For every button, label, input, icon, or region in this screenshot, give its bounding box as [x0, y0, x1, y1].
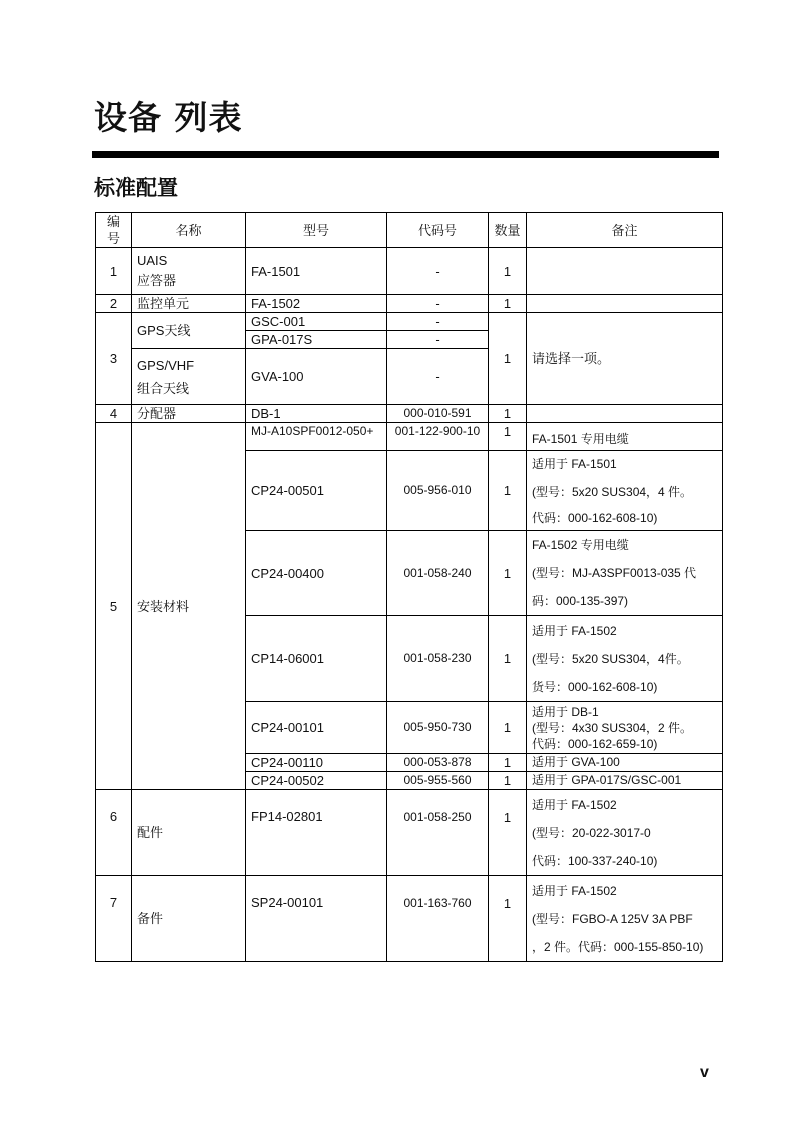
- item-name-line: 组合天线: [137, 380, 190, 396]
- item-model: GSC-001: [246, 313, 387, 331]
- item-note: FA-1501 专用电缆: [527, 423, 723, 451]
- item-number: 7: [96, 876, 132, 962]
- note-line: 适用于 FA-1502: [532, 797, 617, 812]
- item-note: [527, 248, 723, 295]
- item-model: CP24-00501: [246, 451, 387, 531]
- item-code: 001-163-760: [387, 876, 489, 962]
- item-note: [527, 531, 723, 616]
- item-model: MJ-A10SPF0012-050+: [246, 423, 387, 451]
- title-rule: [92, 151, 719, 158]
- item-number: 4: [96, 405, 132, 423]
- item-quantity: 1: [489, 405, 527, 423]
- note-line: (型号：FGBO-A 125V 3A PBF: [532, 911, 693, 926]
- item-model: GVA-100: [246, 349, 387, 405]
- item-number: 1: [96, 248, 132, 295]
- equipment-table: [95, 212, 723, 962]
- header-note: 备注: [527, 213, 723, 248]
- section-title: 标准配置: [94, 176, 178, 200]
- item-number: 6: [96, 790, 132, 876]
- table-row: [96, 423, 723, 451]
- item-quantity: 1: [489, 451, 527, 531]
- header-number: 编号: [96, 213, 132, 248]
- item-code: 001-122-900-10: [387, 423, 489, 451]
- item-quantity: 1: [489, 423, 527, 451]
- item-note: [527, 702, 723, 754]
- note-line: 适用于 DB-1: [532, 704, 599, 719]
- note-line: 代码：000-162-608-10): [532, 511, 658, 525]
- note-line: 码：000-135-397): [532, 594, 629, 608]
- item-name: 安装材料: [132, 423, 246, 790]
- table-row: [96, 876, 723, 962]
- item-number: 3: [96, 313, 132, 405]
- item-model: DB-1: [246, 405, 387, 423]
- item-code: -: [387, 331, 489, 349]
- note-line: (型号：5x20 SUS304，4件。: [532, 651, 689, 666]
- table-header-row: [96, 213, 723, 248]
- item-name: [132, 248, 246, 295]
- note-line: (型号：MJ-A3SPF0013-035 代: [532, 566, 697, 580]
- item-name: 监控单元: [132, 295, 246, 313]
- table-row: [96, 405, 723, 423]
- item-quantity: 1: [489, 616, 527, 702]
- item-model: CP24-00502: [246, 772, 387, 790]
- item-code: 001-058-230: [387, 616, 489, 702]
- item-quantity: 1: [489, 702, 527, 754]
- item-model: CP24-00101: [246, 702, 387, 754]
- item-quantity: 1: [489, 876, 527, 962]
- item-quantity: 1: [489, 531, 527, 616]
- item-note: 适用于 GPA-017S/GSC-001: [527, 772, 723, 790]
- note-line: 货号：000-162-608-10): [532, 679, 658, 694]
- header-code: 代码号: [387, 213, 489, 248]
- item-code: 000-010-591: [387, 405, 489, 423]
- note-line: 代码：100-337-240-10): [532, 853, 658, 868]
- item-note: [527, 790, 723, 876]
- item-note: [527, 451, 723, 531]
- page-title: 设备 列表: [94, 98, 243, 137]
- item-code: -: [387, 313, 489, 331]
- item-name: [132, 349, 246, 405]
- header-model: 型号: [246, 213, 387, 248]
- item-model: FP14-02801: [246, 790, 387, 876]
- table-row: [96, 248, 723, 295]
- item-model: SP24-00101: [246, 876, 387, 962]
- item-quantity: 1: [489, 754, 527, 772]
- item-model: GPA-017S: [246, 331, 387, 349]
- item-quantity: 1: [489, 772, 527, 790]
- item-model: CP14-06001: [246, 616, 387, 702]
- note-line: FA-1502 专用电缆: [532, 538, 629, 552]
- item-name-line: 应答器: [137, 273, 177, 288]
- item-note: 适用于 GVA-100: [527, 754, 723, 772]
- item-note: [527, 295, 723, 313]
- table-row: [96, 790, 723, 876]
- item-model: CP24-00110: [246, 754, 387, 772]
- note-line: 适用于 FA-1502: [532, 623, 617, 638]
- header-name: 名称: [132, 213, 246, 248]
- note-line: (型号：5x20 SUS304，4 件。: [532, 485, 693, 499]
- item-name: 分配器: [132, 405, 246, 423]
- item-quantity: 1: [489, 313, 527, 405]
- item-number: 5: [96, 423, 132, 790]
- note-line: 适用于 FA-1502: [532, 883, 617, 898]
- item-code: 000-053-878: [387, 754, 489, 772]
- item-model: FA-1502: [246, 295, 387, 313]
- item-name-line: GPS/VHF: [137, 357, 195, 373]
- note-line: ，2 件。代码：000-155-850-10): [532, 939, 704, 954]
- item-code: 005-955-560: [387, 772, 489, 790]
- item-quantity: 1: [489, 790, 527, 876]
- item-model: FA-1501: [246, 248, 387, 295]
- item-model: CP24-00400: [246, 531, 387, 616]
- note-line: 代码：000-162-659-10): [532, 736, 658, 751]
- note-line: (型号：20-022-3017-0: [532, 825, 651, 840]
- item-code: 001-058-250: [387, 790, 489, 876]
- item-note: [527, 616, 723, 702]
- item-name: 备件: [132, 876, 246, 962]
- item-note: 请选择一项。: [527, 313, 723, 405]
- item-code: 005-956-010: [387, 451, 489, 531]
- item-note: [527, 405, 723, 423]
- item-name-line: UAIS: [137, 253, 168, 268]
- table-row: [96, 295, 723, 313]
- item-code: 001-058-240: [387, 531, 489, 616]
- item-code: -: [387, 248, 489, 295]
- note-line: (型号：4x30 SUS304，2 件。: [532, 720, 693, 735]
- item-quantity: 1: [489, 248, 527, 295]
- note-line: 适用于 FA-1501: [532, 457, 617, 471]
- item-code: -: [387, 295, 489, 313]
- table-row: [96, 313, 723, 331]
- item-code: 005-950-730: [387, 702, 489, 754]
- page-number: v: [700, 1064, 709, 1081]
- item-code: -: [387, 349, 489, 405]
- item-number: 2: [96, 295, 132, 313]
- item-note: [527, 876, 723, 962]
- item-quantity: 1: [489, 295, 527, 313]
- item-name: 配件: [132, 790, 246, 876]
- header-quantity: 数量: [489, 213, 527, 248]
- item-name: GPS天线: [132, 313, 246, 349]
